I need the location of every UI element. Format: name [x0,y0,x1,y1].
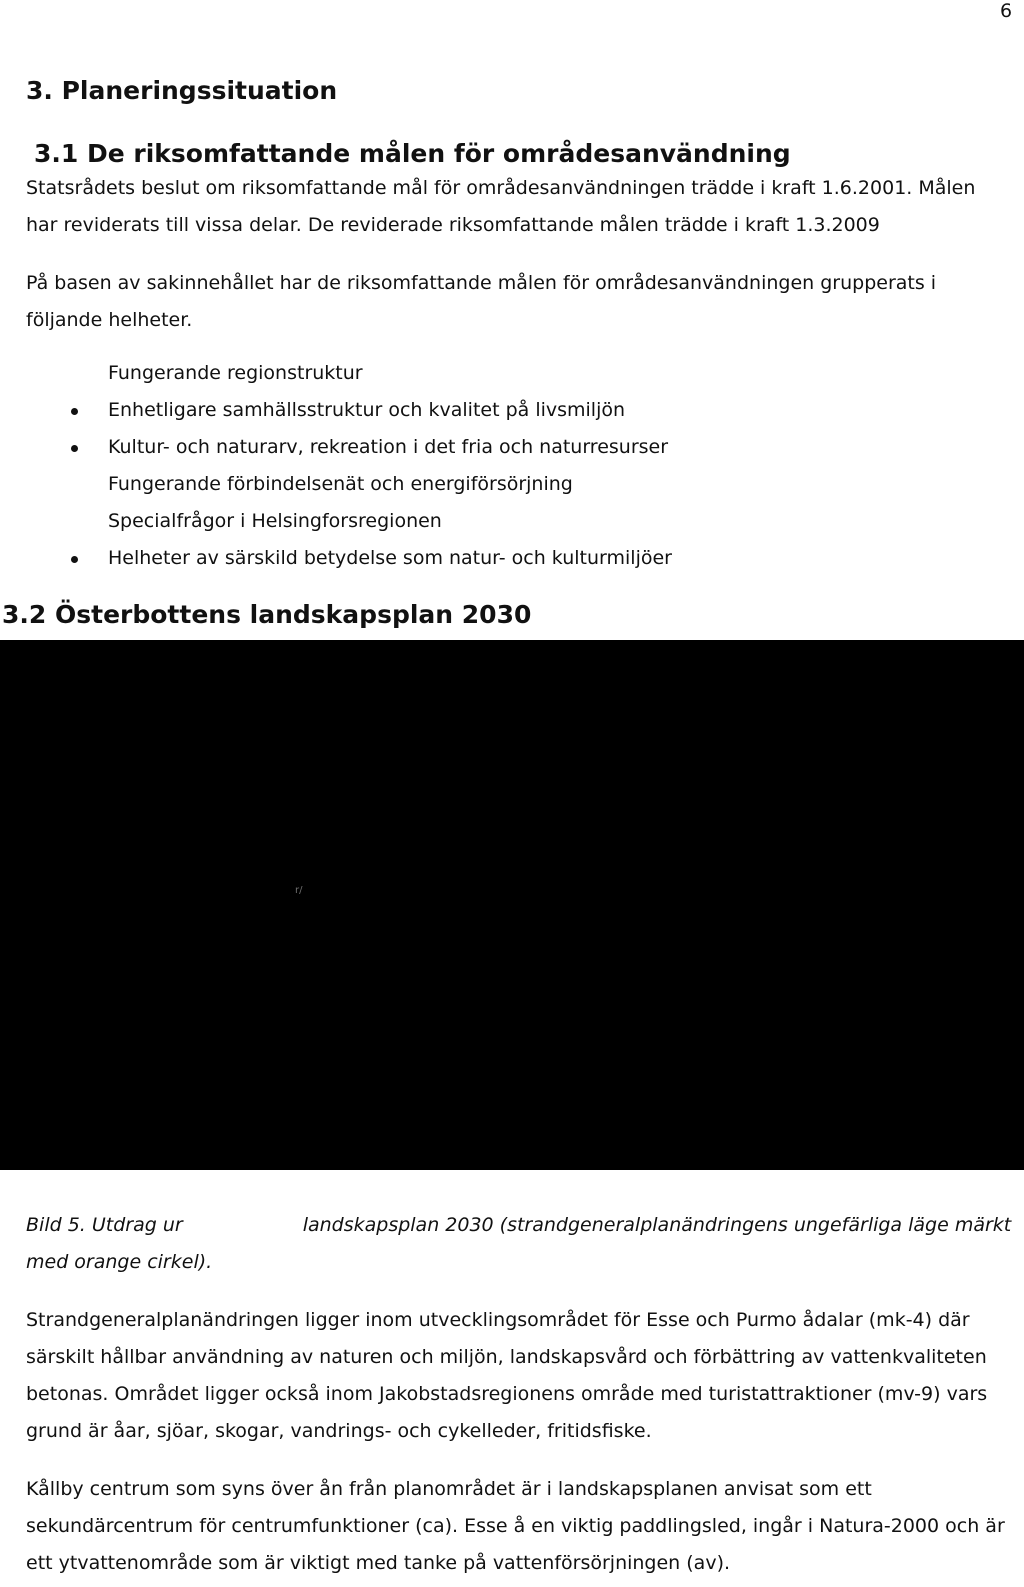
paragraph-statsradets-beslut: Statsrådets beslut om riksomfattande mål för områdesanvändningen trädde i kraft 1.6.2001. Målen har reviderats till vissa delar. De reviderade riksomfattande målen trädde i kraft 1.3.2009 [26,177,976,236]
bullet-icon [71,556,78,563]
list-item-text: Helheter av särskild betydelse som natur- och kulturmiljöer [108,547,672,569]
paragraph-kallby-centrum: Kållby centrum som syns över ån från planområdet är i landskapsplanen anvisat som ett sekundärcentrum för centrumfunktioner (ca). Esse å en viktig paddlingsled, ingår i Natura-2000 och är ett ytvattenområde som är viktigt med tanke på vattenförsörjningen (av). [26,1478,1005,1574]
section-heading: 3. Planeringssituation [26,76,338,105]
paragraph-pa-basen: På basen av sakinnehållet har de riksomfattande målen för områdesanvändningen grupperats i följande helheter. [26,272,937,331]
paragraph-strandgeneralplanandringen: Strandgeneralplanändringen ligger inom utvecklingsområdet för Esse och Purmo ådalar (mk-4) där särskilt hållbar användning av naturen och miljön, landskapsvård och förbättring av vattenkvaliteten betonas. Området ligger också inom Jakobstadsregionens område med turistattraktioner (mv-9) vars grund är åar, sjöar, skogar, vandrings- och cykelleder, fritidsfiske. [26,1309,988,1442]
caption-part-2: landskapsplan 2030 (strandgeneralplanändringens ungefärliga läge märkt med orange cirkel). [26,1214,1012,1273]
bullet-icon [71,445,78,452]
caption-part-1: Bild 5. Utdrag ur [26,1214,183,1236]
list-item-text: Fungerande förbindelsenät och energiförsörjning [108,473,573,495]
list-item-text: Specialfrågor i Helsingforsregionen [108,510,442,532]
bullet-icon [71,408,78,415]
page-number: 6 [1000,0,1013,22]
map-image [0,640,1024,1170]
subsection-heading-3-1: 3.1 De riksomfattande målen för områdesanvändning [34,139,791,168]
list-item-text: Kultur- och naturarv, rekreation i det fria och naturresurser [108,436,669,458]
subsection-heading-3-2: 3.2 Österbottens landskapsplan 2030 [2,600,532,629]
list-item-text: Enhetligare samhällsstruktur och kvalitet på livsmiljön [108,399,626,421]
figure-caption [26,1207,1016,1281]
map-mark: r/ [295,885,303,896]
list-item-text: Fungerande regionstruktur [108,362,363,384]
